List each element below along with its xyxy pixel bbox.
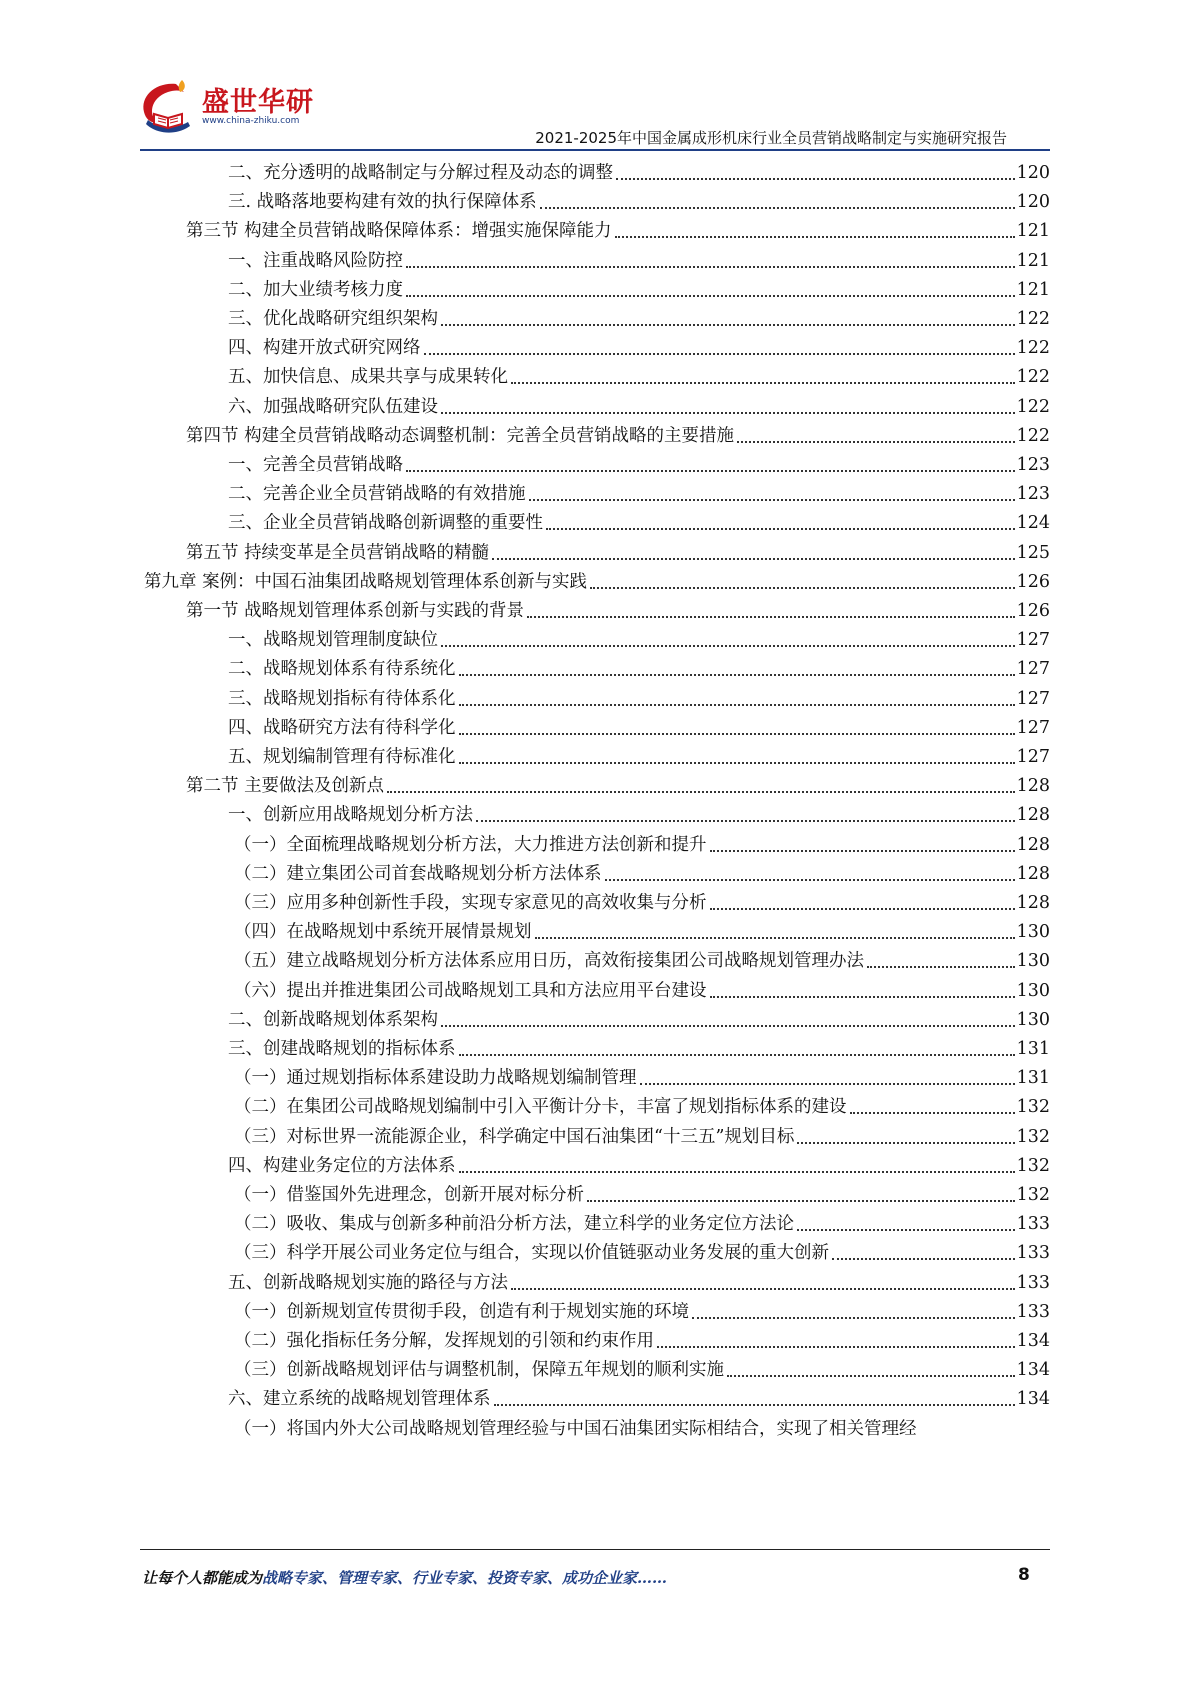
toc-dot-leader [492, 557, 1015, 560]
toc-dot-leader [511, 1287, 1015, 1290]
toc-entry-page: 126 [1016, 571, 1050, 592]
page-number: 8 [1018, 1565, 1030, 1585]
toc-dot-leader [459, 732, 1015, 735]
toc-entry[interactable] [228, 800, 1050, 830]
toc-entry-page: 130 [1016, 951, 1050, 972]
toc-entry-page: 121 [1016, 221, 1050, 242]
toc-entry[interactable] [186, 216, 1050, 246]
toc-entry-title: 五、规划编制管理有待标准化 [228, 747, 456, 767]
toc-entry-page: 132 [1016, 1126, 1050, 1147]
toc-entry-title: 一、创新应用战略规划分析方法 [228, 805, 473, 826]
toc-dot-leader [832, 1257, 1015, 1260]
company-logo [140, 78, 320, 148]
toc-entry-page: 128 [1016, 834, 1050, 855]
toc-entry-title: 一、战略规划管理制度缺位 [228, 630, 438, 651]
toc-dot-leader [406, 265, 1015, 268]
toc-entry-title: 三、创建战略规划的指标体系 [228, 1039, 456, 1059]
toc-entry-title: （二）建立集团公司首套战略规划分析方法体系 [234, 863, 602, 884]
toc-entry[interactable] [234, 1092, 1050, 1122]
toc-entry-title: 五、加快信息、成果共享与成果转化 [228, 367, 508, 388]
toc-entry[interactable] [228, 1268, 1050, 1298]
toc-dot-leader [710, 995, 1015, 998]
toc-entry-page: 132 [1016, 1155, 1050, 1176]
toc-dot-leader [459, 761, 1015, 764]
toc-dot-leader [535, 936, 1015, 939]
toc-entry-page: 123 [1016, 455, 1050, 475]
toc-dot-leader [797, 1141, 1014, 1144]
toc-dot-leader [494, 1403, 1015, 1406]
toc-dot-leader [459, 703, 1015, 706]
toc-entry-page: 126 [1016, 601, 1050, 621]
toc-entry-title: （四）在战略规划中系统开展情景规划 [234, 922, 532, 943]
toc-entry-page: 134 [1016, 1389, 1050, 1410]
toc-entry-title: （二）在集团公司战略规划编制中引入平衡计分卡，丰富了规划指标体系的建设 [234, 1097, 847, 1118]
toc-dot-leader [737, 440, 1015, 443]
toc-entry-page: 125 [1016, 542, 1050, 563]
toc-entry-page: 134 [1016, 1331, 1050, 1351]
toc-dot-leader [867, 965, 1015, 968]
toc-entry[interactable] [234, 946, 1050, 976]
toc-entry[interactable] [186, 771, 1050, 801]
toc-entry-title: 二、完善企业全员营销战略的有效措施 [228, 484, 526, 505]
toc-entry[interactable] [234, 1063, 1050, 1093]
toc-entry-title: 第四节 构建全员营销战略动态调整机制：完善全员营销战略的主要措施 [186, 425, 735, 446]
toc-entry[interactable] [228, 1384, 1050, 1414]
toc-entry-page: 121 [1016, 250, 1050, 271]
toc-entry-page: 133 [1016, 1301, 1050, 1322]
toc-entry-page: 127 [1016, 688, 1050, 709]
toc-entry-title: 五、创新战略规划实施的路径与方法 [228, 1272, 508, 1293]
footer-divider [140, 1549, 1050, 1550]
toc-entry-page: 132 [1016, 1097, 1050, 1118]
toc-entry[interactable] [234, 1180, 1050, 1210]
toc-entry-title: 三、企业全员营销战略创新调整的重要性 [228, 513, 543, 534]
toc-entry[interactable] [228, 508, 1050, 538]
toc-entry-title: （二）强化指标任务分解，发挥规划的引领和约束作用 [234, 1331, 654, 1351]
toc-dot-leader [657, 1345, 1015, 1348]
toc-entry[interactable] [228, 1005, 1050, 1035]
toc-entry[interactable] [234, 1209, 1050, 1239]
toc-dot-leader [616, 177, 1015, 180]
toc-entry-page: 130 [1016, 922, 1050, 943]
toc-entry[interactable] [234, 1355, 1050, 1385]
toc-dot-leader [406, 469, 1015, 472]
footer-slogan-highlight: 战略专家、管理专家、行业专家、投资专家、成功企业家…… [262, 1569, 668, 1587]
toc-entry-page: 122 [1016, 396, 1050, 417]
toc-entry-page: 128 [1016, 776, 1050, 797]
toc-entry[interactable] [234, 830, 1050, 860]
toc-dot-leader [546, 527, 1015, 530]
toc-dot-leader [459, 1053, 1015, 1056]
toc-entry-page: 130 [1016, 1009, 1050, 1030]
toc-dot-leader [459, 1170, 1015, 1173]
toc-entry[interactable] [186, 596, 1050, 626]
toc-entry[interactable] [234, 1297, 1050, 1327]
toc-dot-leader [387, 790, 1015, 793]
toc-dot-leader [424, 352, 1015, 355]
toc-dot-leader [476, 819, 1015, 822]
toc-dot-leader [587, 1199, 1015, 1202]
toc-dot-leader [441, 411, 1015, 414]
toc-entry-title: （一）借鉴国外先进理念，创新开展对标分析 [234, 1185, 584, 1205]
toc-dot-leader [540, 206, 1015, 209]
toc-entry-page: 133 [1016, 1243, 1050, 1264]
toc-entry-title: 六、加强战略研究队伍建设 [228, 396, 438, 417]
toc-dot-leader [605, 878, 1015, 881]
toc-entry-title: （一）全面梳理战略规划分析方法，大力推进方法创新和提升 [234, 834, 707, 855]
toc-entry[interactable] [186, 538, 1050, 568]
toc-dot-leader [727, 1374, 1015, 1377]
toc-entry[interactable] [234, 859, 1050, 889]
toc-entry-title: 二、战略规划体系有待系统化 [228, 659, 456, 680]
toc-entry[interactable] [228, 654, 1050, 684]
toc-entry-page: 132 [1016, 1185, 1050, 1205]
toc-entry-page: 122 [1016, 425, 1050, 446]
toc-entry-title: 三. 战略落地要构建有效的执行保障体系 [228, 192, 537, 213]
toc-entry-page: 134 [1016, 1360, 1050, 1381]
toc-entry-page: 133 [1016, 1214, 1050, 1235]
toc-entry-page: 127 [1016, 747, 1050, 767]
toc-entry-title: 二、充分透明的战略制定与分解过程及动态的调整 [228, 163, 613, 183]
toc-entry-title: 二、创新战略规划体系架构 [228, 1009, 438, 1030]
toc-dot-leader [529, 498, 1015, 501]
footer-slogan-prefix: 让每个人都能成为 [142, 1569, 263, 1587]
report-title: 2021-2025年中国金属成形机床行业全员营销战略制定与实施研究报告 [535, 129, 1007, 147]
toc-entry-page: 124 [1016, 513, 1050, 534]
toc-entry[interactable] [144, 567, 1050, 597]
toc-entry-title: 四、战略研究方法有待科学化 [228, 717, 456, 738]
toc-entry-page: 127 [1016, 659, 1050, 680]
toc-dot-leader [640, 1082, 1015, 1085]
toc-entry[interactable] [234, 1326, 1050, 1356]
toc-dot-leader [710, 907, 1015, 910]
toc-entry[interactable] [228, 479, 1050, 509]
toc-dot-leader [511, 381, 1015, 384]
toc-entry-title: （五）建立战略规划分析方法体系应用日历，高效衔接集团公司战略规划管理办法 [234, 951, 864, 972]
toc-entry[interactable] [228, 392, 1050, 422]
toc-entry[interactable] [228, 158, 1050, 188]
toc-entry-page: 120 [1016, 163, 1050, 183]
toc-dot-leader [441, 323, 1015, 326]
toc-entry[interactable] [228, 1151, 1050, 1181]
toc-entry[interactable] [228, 246, 1050, 276]
toc-entry-title: 一、完善全员营销战略 [228, 455, 403, 475]
toc-entry[interactable] [228, 625, 1050, 655]
toc-entry-page: 127 [1016, 630, 1050, 651]
header-divider [140, 149, 1050, 151]
page-header [0, 0, 1191, 150]
toc-entry-title: （一）将国内外大公司战略规划管理经验与中国石油集团实际相结合，实现了相关管理经 [234, 1418, 917, 1439]
toc-entry-title: 第五节 持续变革是全员营销战略的精髓 [186, 542, 490, 563]
toc-entry-page: 133 [1016, 1272, 1050, 1293]
toc-dot-leader [441, 644, 1015, 647]
toc-entry[interactable] [234, 1414, 917, 1444]
toc-entry-title: 第一节 战略规划管理体系创新与实践的背景 [186, 601, 525, 621]
toc-entry[interactable] [228, 684, 1050, 714]
toc-entry-title: （三）应用多种创新性手段，实现专家意见的高效收集与分析 [234, 893, 707, 913]
toc-entry[interactable] [228, 333, 1050, 363]
toc-entry-page: 128 [1016, 805, 1050, 826]
toc-entry-title: 第三节 构建全员营销战略保障体系：增强实施保障能力 [186, 221, 612, 242]
toc-dot-leader [406, 294, 1015, 297]
toc-dot-leader [692, 1316, 1015, 1319]
toc-entry-title: 四、构建业务定位的方法体系 [228, 1155, 456, 1176]
toc-entry-page: 122 [1016, 309, 1050, 329]
toc-dot-leader [850, 1111, 1015, 1114]
toc-entry[interactable] [228, 187, 1050, 217]
toc-entry-title: （二）吸收、集成与创新多种前沿分析方法，建立科学的业务定位方法论 [234, 1214, 794, 1235]
toc-entry[interactable] [228, 1034, 1050, 1064]
toc-entry-title: （一）创新规划宣传贯彻手段，创造有利于规划实施的环境 [234, 1301, 689, 1322]
toc-entry-title: （一）通过规划指标体系建设助力战略规划编制管理 [234, 1068, 637, 1089]
toc-entry-title: （三）创新战略规划评估与调整机制，保障五年规划的顺利实施 [234, 1360, 724, 1381]
toc-entry[interactable] [234, 976, 1050, 1006]
toc-entry-page: 123 [1016, 484, 1050, 505]
toc-entry-page: 122 [1016, 367, 1050, 388]
toc-entry-title: 第二节 主要做法及创新点 [186, 776, 385, 797]
toc-entry-title: 第九章 案例：中国石油集团战略规划管理体系创新与实践 [144, 571, 588, 592]
toc-dot-leader [797, 1228, 1015, 1231]
toc-entry[interactable] [228, 713, 1050, 743]
footer-slogan [142, 1567, 667, 1588]
toc-dot-leader [527, 615, 1015, 618]
toc-dot-leader [459, 673, 1015, 676]
toc-entry[interactable] [234, 1238, 1050, 1268]
toc-entry[interactable] [234, 1122, 1050, 1152]
toc-dot-leader [441, 1024, 1015, 1027]
toc-entry-page: 122 [1016, 338, 1050, 359]
toc-entry-title: 二、加大业绩考核力度 [228, 279, 403, 300]
toc-entry-title: （六）提出并推进集团公司战略规划工具和方法应用平台建设 [234, 980, 707, 1001]
toc-entry[interactable] [228, 304, 1050, 334]
toc-entry-page: 130 [1016, 980, 1050, 1001]
toc-dot-leader [615, 235, 1015, 238]
logo-brand-text: 盛世华研 [202, 87, 314, 118]
toc-entry-title: 三、优化战略研究组织架构 [228, 309, 438, 329]
toc-entry[interactable] [234, 917, 1050, 947]
toc-entry[interactable] [228, 362, 1050, 392]
toc-entry[interactable] [186, 421, 1050, 451]
toc-dot-leader [590, 586, 1015, 589]
toc-entry[interactable] [228, 742, 1050, 772]
toc-entry[interactable] [228, 450, 1050, 480]
toc-entry-page: 131 [1016, 1039, 1050, 1059]
toc-entry-page: 120 [1016, 192, 1050, 213]
toc-entry-page: 127 [1016, 717, 1050, 738]
toc-entry-page: 121 [1016, 279, 1050, 300]
toc-entry-page: 128 [1016, 893, 1050, 913]
logo-url-text: www.china-zhiku.com [202, 116, 300, 126]
toc-entry-title: （三）对标世界一流能源企业，科学确定中国石油集团“十三五”规划目标 [234, 1126, 795, 1147]
toc-entry-title: 六、建立系统的战略规划管理体系 [228, 1389, 491, 1410]
toc-entry-page: 128 [1016, 863, 1050, 884]
toc-entry-title: 一、注重战略风险防控 [228, 250, 403, 271]
toc-dot-leader [710, 849, 1015, 852]
toc-entry[interactable] [228, 275, 1050, 305]
toc-entry-title: 四、构建开放式研究网络 [228, 338, 421, 359]
logo-emblem-icon [138, 78, 200, 140]
toc-entry-title: （三）科学开展公司业务定位与组合，实现以价值链驱动业务发展的重大创新 [234, 1243, 829, 1264]
toc-entry-title: 三、战略规划指标有待体系化 [228, 688, 456, 709]
toc-entry[interactable] [234, 888, 1050, 918]
toc-entry-page: 131 [1016, 1068, 1050, 1089]
